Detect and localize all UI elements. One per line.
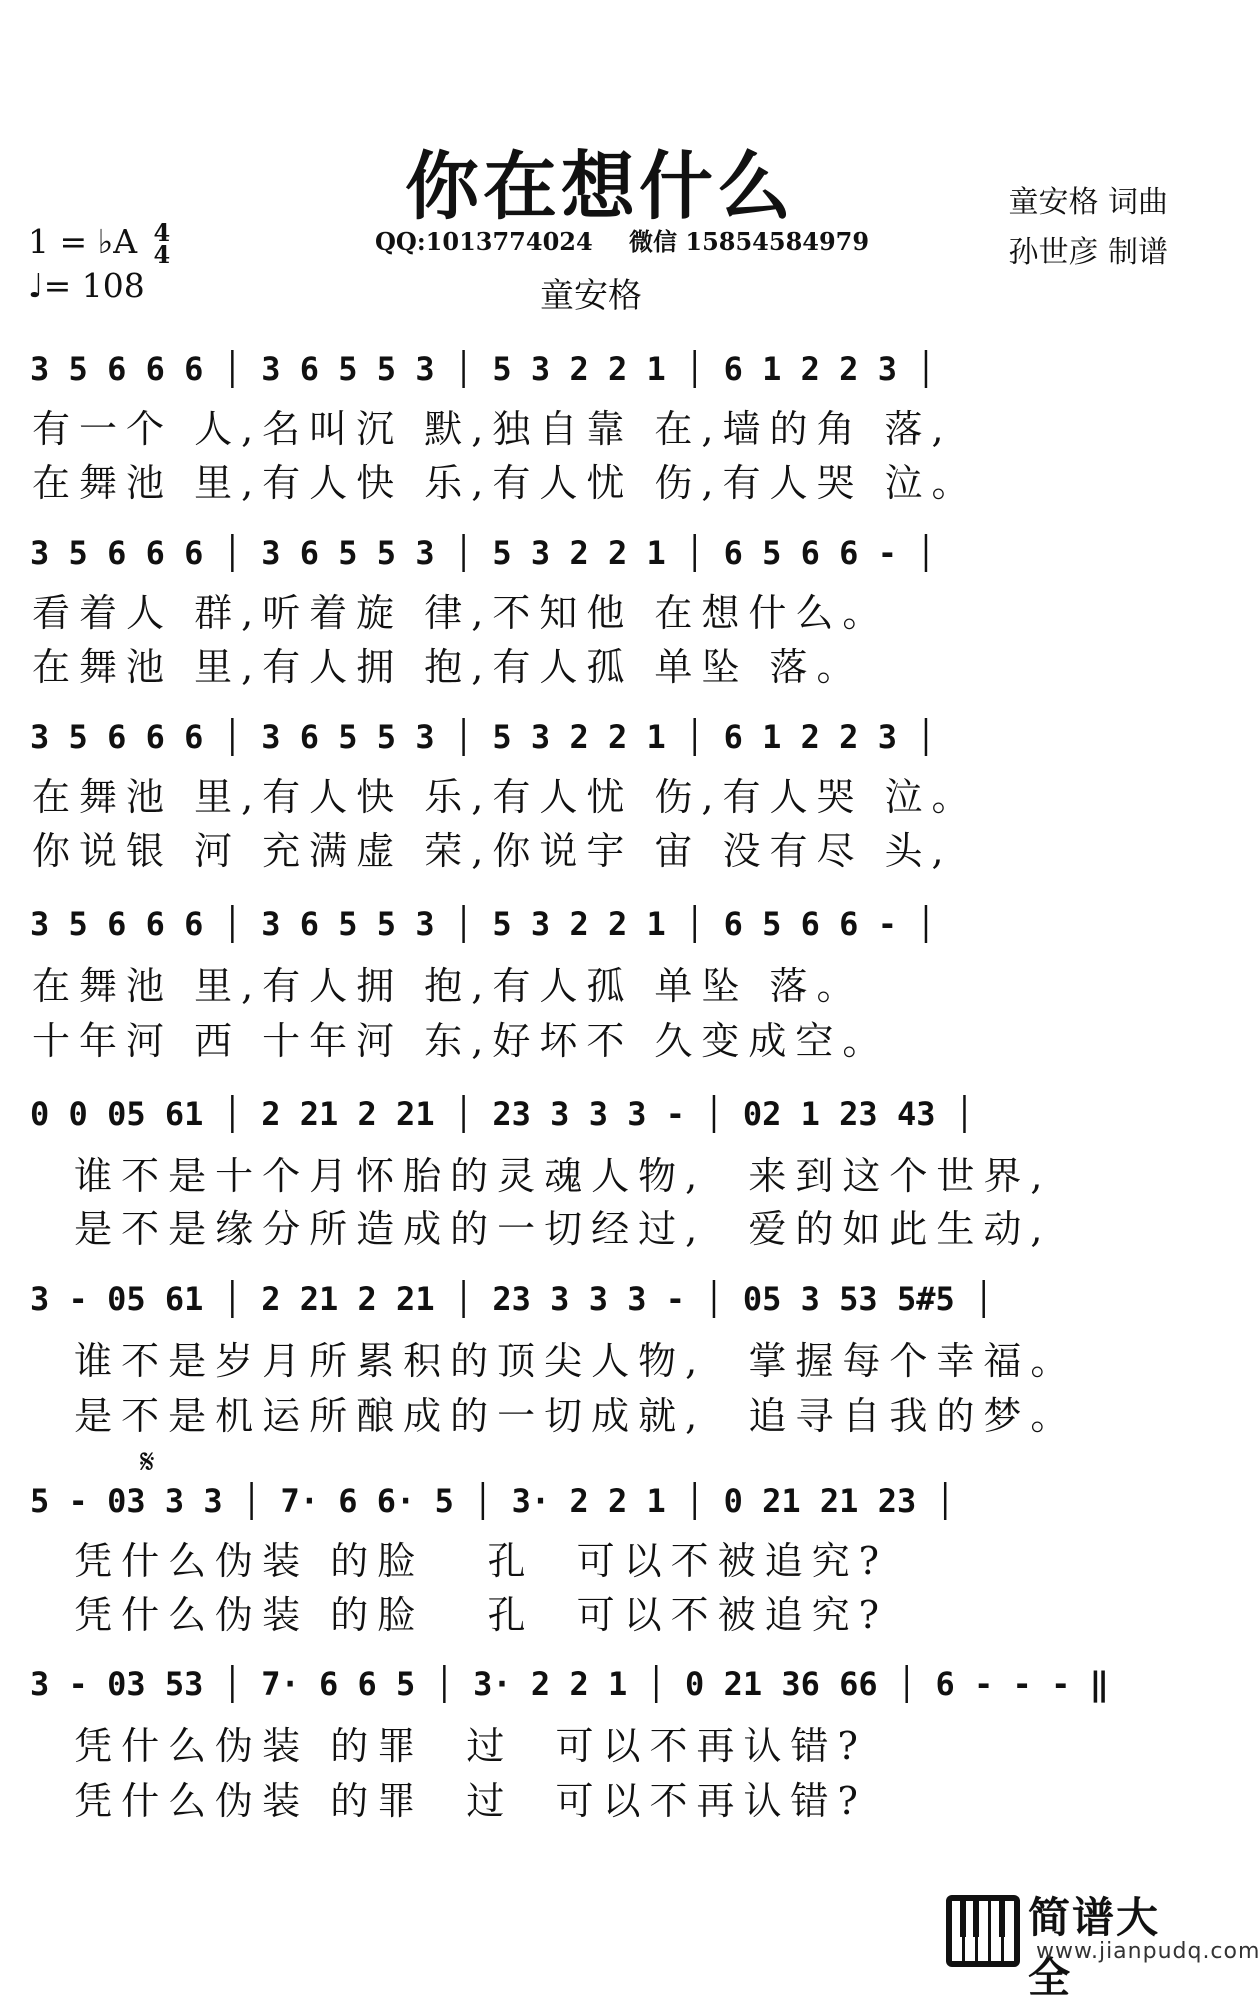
score-line-1-lyric-2: 在舞池 里,有人快 乐,有人忧 伤,有人哭 泣。 xyxy=(32,461,979,505)
score-line-2-notes: 3 5 6 6 6 │ 3 6 5 5 3 │ 5 3 2 2 1 │ 6 5 6 6 - │ xyxy=(30,534,936,572)
score-line-7-notes: 5 - 03 3 3 │ 7· 6 6· 5 │ 3· 2 2 1 │ 0 21 21 23 │ xyxy=(30,1482,955,1520)
score-line-4-notes: 3 5 6 6 6 │ 3 6 5 5 3 │ 5 3 2 2 1 │ 6 5 6 6 - │ xyxy=(30,905,936,943)
credit-score: 孙世彦 制谱 xyxy=(1008,235,1168,270)
logo-name: 简谱大全 xyxy=(1028,1893,1161,2002)
score-line-7-lyric-1: 凭什么伪装 的脸 孔 可以不被追究? xyxy=(32,1539,889,1583)
score-line-6-lyric-2: 是不是机运所酿成的一切成就, 追寻自我的梦。 xyxy=(32,1394,1078,1438)
piano-icon xyxy=(944,1893,1022,1969)
key-signature: 1 = ♭A xyxy=(28,222,138,261)
score-line-3-lyric-2: 你说银 河 充满虚 荣,你说宇 宙 没有尽 头, xyxy=(32,829,953,873)
site-logo[interactable] xyxy=(944,1885,1260,2002)
score-line-8-lyric-2: 凭什么伪装 的罪 过 可以不再认错? xyxy=(32,1779,867,1823)
score-line-4-lyric-1: 在舞池 里,有人拥 抱,有人孤 单坠 落。 xyxy=(32,964,864,1008)
qq-number: QQ:1013774024 xyxy=(375,227,593,256)
segno-icon: 𝄋 xyxy=(140,1442,155,1482)
wechat-number: 微信 15854584979 xyxy=(629,227,870,256)
page-title: 你在想什么 xyxy=(405,144,795,230)
score-line-1-notes: 3 5 6 6 6 │ 3 6 5 5 3 │ 5 3 2 2 1 │ 6 1 2 2 3 │ xyxy=(30,350,936,388)
credits xyxy=(1008,178,1168,278)
credit-lyrics: 童安格 词曲 xyxy=(1008,185,1168,220)
score-line-5-notes: 0 0 05 61 │ 2 21 2 21 │ 23 3 3 3 - │ 02 1 23 43 │ xyxy=(30,1095,975,1133)
score-line-2-lyric-2: 在舞池 里,有人拥 抱,有人孤 单坠 落。 xyxy=(32,645,864,689)
score-line-3-notes: 3 5 6 6 6 │ 3 6 5 5 3 │ 5 3 2 2 1 │ 6 1 2 2 3 │ xyxy=(30,718,936,756)
score-line-8-lyric-1: 凭什么伪装 的罪 过 可以不再认错? xyxy=(32,1724,867,1768)
contact-info xyxy=(375,222,897,257)
score-line-4-lyric-2: 十年河 西 十年河 东,好坏不 久变成空。 xyxy=(32,1019,890,1063)
score-line-2-lyric-1: 看着人 群,听着旋 律,不知他 在想什么。 xyxy=(32,591,890,635)
score-line-8-notes: 3 - 03 53 │ 7· 6 6 5 │ 3· 2 2 1 │ 0 21 36 66 │ 6 - - - ‖ xyxy=(30,1665,1109,1703)
score-line-5-lyric-1: 谁不是十个月怀胎的灵魂人物, 来到这个世界, xyxy=(32,1154,1052,1198)
score-line-5-lyric-2: 是不是缘分所造成的一切经过, 爱的如此生动, xyxy=(32,1207,1052,1251)
score-line-3-lyric-1: 在舞池 里,有人快 乐,有人忧 伤,有人哭 泣。 xyxy=(32,775,979,819)
key-tempo xyxy=(28,218,171,306)
score-line-6-lyric-1: 谁不是岁月所累积的顶尖人物, 掌握每个幸福。 xyxy=(32,1339,1078,1383)
logo-url[interactable]: www.jianpudq.com xyxy=(1036,1939,1260,1964)
time-signature: 4 4 xyxy=(153,218,171,269)
tempo: ♩= 108 xyxy=(28,266,145,305)
score-line-1-lyric-1: 有一个 人,名叫沉 默,独自靠 在,墙的角 落, xyxy=(32,407,953,451)
score-line-6-notes: 3 - 05 61 │ 2 21 2 21 │ 23 3 3 3 - │ 05 3 53 5#5 │ xyxy=(30,1280,994,1318)
singer: 童安格 xyxy=(540,276,642,316)
score-line-7-lyric-2: 凭什么伪装 的脸 孔 可以不被追究? xyxy=(32,1593,889,1637)
